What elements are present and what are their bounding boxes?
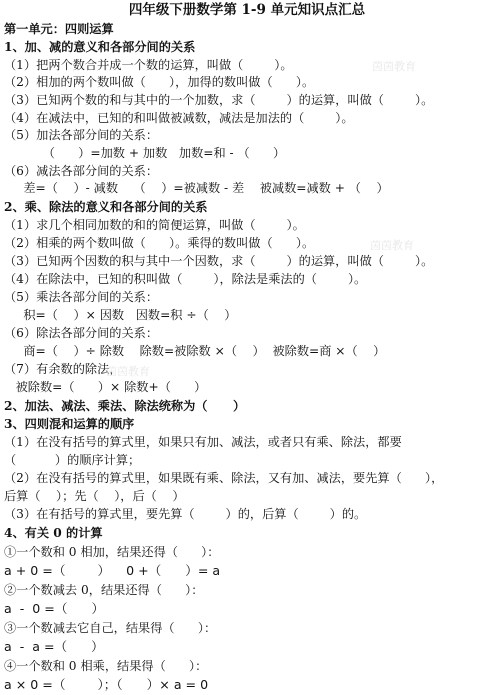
text-line: （4）在除法中，已知的积叫做（ ），除法是乘法的（ ）。 xyxy=(4,272,367,286)
text-line: （1）求几个相同加数的和的简便运算，叫做（ ）。 xyxy=(4,218,305,232)
formula-line: 差=（ ）- 减数 （ ）=被减数 - 差 被减数=减数 + （ ） xyxy=(4,181,389,195)
text-line: ③一个数减去它自己，结果得（ ）： xyxy=(4,621,217,635)
formula-line: 积=（ ）× 因数 因数=积 ÷（ ） xyxy=(4,308,237,322)
formula-line: 商=（ ）÷ 除数 除数=被除数 ×（ ） 被除数=商 ×（ ） xyxy=(4,344,386,358)
watermark: 茵茵教育 xyxy=(370,239,414,252)
text-line: （1）把两个数合并成一个数的运算，叫做（ ）。 xyxy=(4,58,293,72)
section-heading-3: 3、四则混和运算的顺序 xyxy=(4,417,135,431)
text-line: （3）在有括号的算式里，要先算（ ）的，后算（ ）的。 xyxy=(4,507,367,521)
text-line: （6）减法各部分间的关系： xyxy=(4,164,159,178)
text-line: （2）在没有括号的算式里，如果既有乘、除法，又有加、减法，要先算（ ）， xyxy=(4,471,444,485)
text-line: （4）在减法中，已知的和叫做被减数，减法是加法的（ ）。 xyxy=(4,111,354,125)
text-line: ②一个数减去 0，结果还得（ ）： xyxy=(4,583,204,597)
text-line: （2）相加的两个数叫做（ ），加得的数叫做（ ）。 xyxy=(4,75,315,89)
text-line: （5）乘法各部分间的关系： xyxy=(4,290,159,304)
formula-line: a - 0 =（ ） xyxy=(4,601,105,616)
text-line: （2）相乘的两个数叫做（ ）。乘得的数叫做（ ）。 xyxy=(4,236,315,250)
text-line: （1）在没有括号的算式里，如果只有加、减法，或者只有乘、除法，都要 xyxy=(4,435,402,449)
text-line: ④一个数和 0 相乘，结果得（ ）： xyxy=(4,659,208,673)
section-heading-1: 1、加、减的意义和各部分间的关系 xyxy=(4,40,196,54)
formula-line: a - a =（ ） xyxy=(4,639,104,654)
text-line: （ ）的顺序计算； xyxy=(4,453,141,467)
section-heading-4: 4、有关 0 的计算 xyxy=(4,526,103,540)
watermark: 茵茵教育 xyxy=(106,365,150,378)
formula-line: a + 0 =（ ） 0 +（ ）= a xyxy=(4,563,221,578)
section-heading-2b: 2、加法、减法、乘法、除法统称为（ ） xyxy=(4,399,246,413)
text-line: （3）已知两个数的和与其中的一个加数，求（ ）的运算，叫做（ ）。 xyxy=(4,93,434,107)
text-line: （5）加法各部分间的关系： xyxy=(4,128,159,142)
unit-heading: 第一单元：四则运算 xyxy=(4,22,114,36)
section-heading-2: 2、乘、除法的意义和各部分间的关系 xyxy=(4,200,208,214)
text-line: （7）有余数的除法， xyxy=(4,362,122,376)
formula-line: a × 0 =（ ）；（ ）× a = 0 xyxy=(4,677,209,692)
formula-line: （ ）=加数 + 加数 加数=和 - （ ） xyxy=(4,146,286,160)
text-line: ①一个数和 0 相加，结果还得（ ）： xyxy=(4,545,220,559)
document-title: 四年级下册数学第 1-9 单元知识点汇总 xyxy=(128,2,366,18)
formula-line: 被除数=（ ）× 除数+（ ） xyxy=(4,380,207,394)
text-line: （3）已知两个因数的积与其中一个因数，求（ ）的运算，叫做（ ）。 xyxy=(4,254,434,268)
text-line: （6）除法各部分间的关系： xyxy=(4,326,159,340)
watermark: 茵茵教育 xyxy=(372,60,416,73)
text-line: 后算（ ）；先（ ），后（ ） xyxy=(4,489,185,503)
